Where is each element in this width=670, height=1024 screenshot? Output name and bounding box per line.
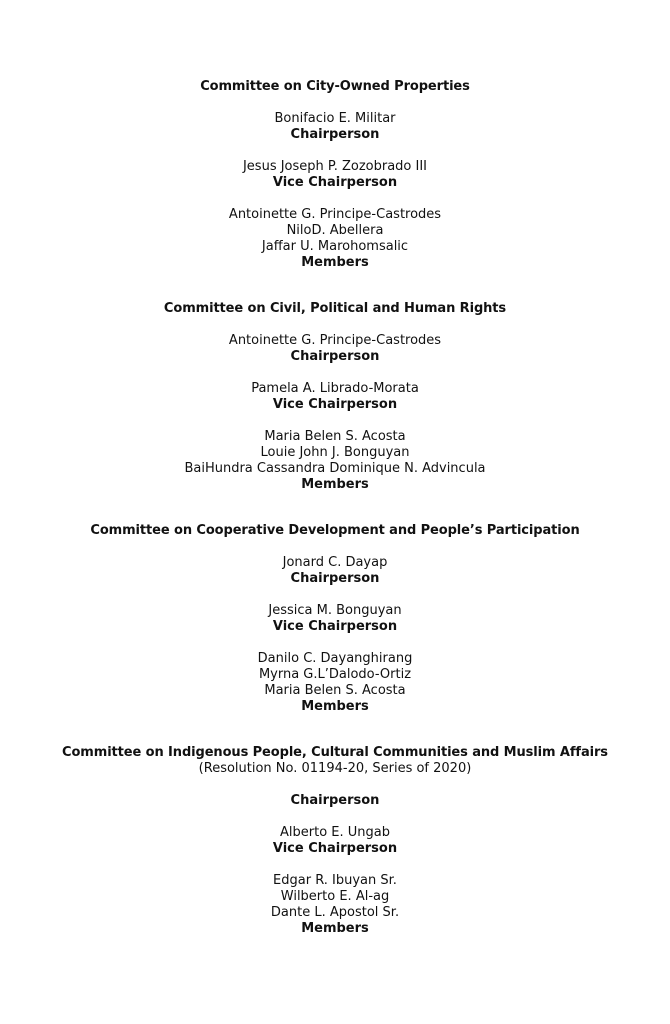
member-name: Louie John J. Bonguyan: [260, 445, 410, 460]
vice-chairperson-label: Vice Chairperson: [272, 397, 398, 412]
vice-chairperson-block: [0, 159, 670, 191]
chairperson-block: [0, 111, 670, 143]
members-label: Members: [301, 921, 369, 936]
chairperson-block: [0, 333, 670, 365]
vice-chairperson-block: [0, 603, 670, 635]
chairperson-block: [0, 555, 670, 587]
committee-indigenous-people: [0, 745, 670, 937]
committee-cooperative-development: [0, 523, 670, 715]
members-label: Members: [301, 477, 369, 492]
member-name: Dante L. Apostol Sr.: [270, 905, 400, 920]
chairperson-label: Chairperson: [290, 127, 380, 142]
member-name: Danilo C. Dayanghirang: [257, 651, 413, 666]
member-name: BaiHundra Cassandra Dominique N. Advincula: [184, 461, 486, 476]
chairperson-name: Jonard C. Dayap: [282, 555, 388, 570]
member-name: NiloD. Abellera: [286, 223, 384, 238]
vice-chairperson-label: Vice Chairperson: [272, 841, 398, 856]
chairperson-label: Chairperson: [290, 793, 380, 808]
member-name: Maria Belen S. Acosta: [264, 429, 406, 444]
vice-chairperson-block: [0, 381, 670, 413]
members-block: [0, 429, 670, 493]
member-name: Antoinette G. Principe-Castrodes: [228, 207, 442, 222]
chairperson-block: [0, 793, 670, 809]
vice-chairperson-label: Vice Chairperson: [272, 175, 398, 190]
members-block: [0, 207, 670, 271]
committee-city-owned-properties: [0, 79, 670, 271]
committee-title: Committee on Civil, Political and Human Rights: [163, 301, 507, 316]
chairperson-label: Chairperson: [290, 349, 380, 364]
members-block: [0, 651, 670, 715]
chairperson-name: Bonifacio E. Militar: [274, 111, 396, 126]
chairperson-label: Chairperson: [290, 571, 380, 586]
committee-title: Committee on Indigenous People, Cultural Communities and Muslim Affairs: [62, 745, 608, 760]
member-name: Edgar R. Ibuyan Sr.: [273, 873, 397, 888]
committee-civil-political-human-rights: [0, 301, 670, 493]
vice-chairperson-label: Vice Chairperson: [272, 619, 398, 634]
members-label: Members: [301, 255, 369, 270]
members-block: [0, 873, 670, 937]
committee-subtitle: (Resolution No. 01194-20, Series of 2020): [198, 761, 472, 776]
chairperson-name: Antoinette G. Principe-Castrodes: [228, 333, 442, 348]
committee-title: Committee on City-Owned Properties: [200, 79, 470, 94]
vice-chairperson-name: Pamela A. Librado-Morata: [251, 381, 419, 396]
vice-chairperson-name: Alberto E. Ungab: [280, 825, 390, 840]
member-name: Jaffar U. Marohomsalic: [261, 239, 409, 254]
members-label: Members: [301, 699, 369, 714]
vice-chairperson-name: Jessica M. Bonguyan: [268, 603, 402, 618]
vice-chairperson-name: Jesus Joseph P. Zozobrado III: [242, 159, 428, 174]
member-name: Myrna G.L’Dalodo-Ortiz: [258, 667, 412, 682]
committee-title: Committee on Cooperative Development and People’s Participation: [90, 523, 580, 538]
member-name: Maria Belen S. Acosta: [264, 683, 406, 698]
member-name: Wilberto E. Al-ag: [280, 889, 390, 904]
vice-chairperson-block: [0, 825, 670, 857]
